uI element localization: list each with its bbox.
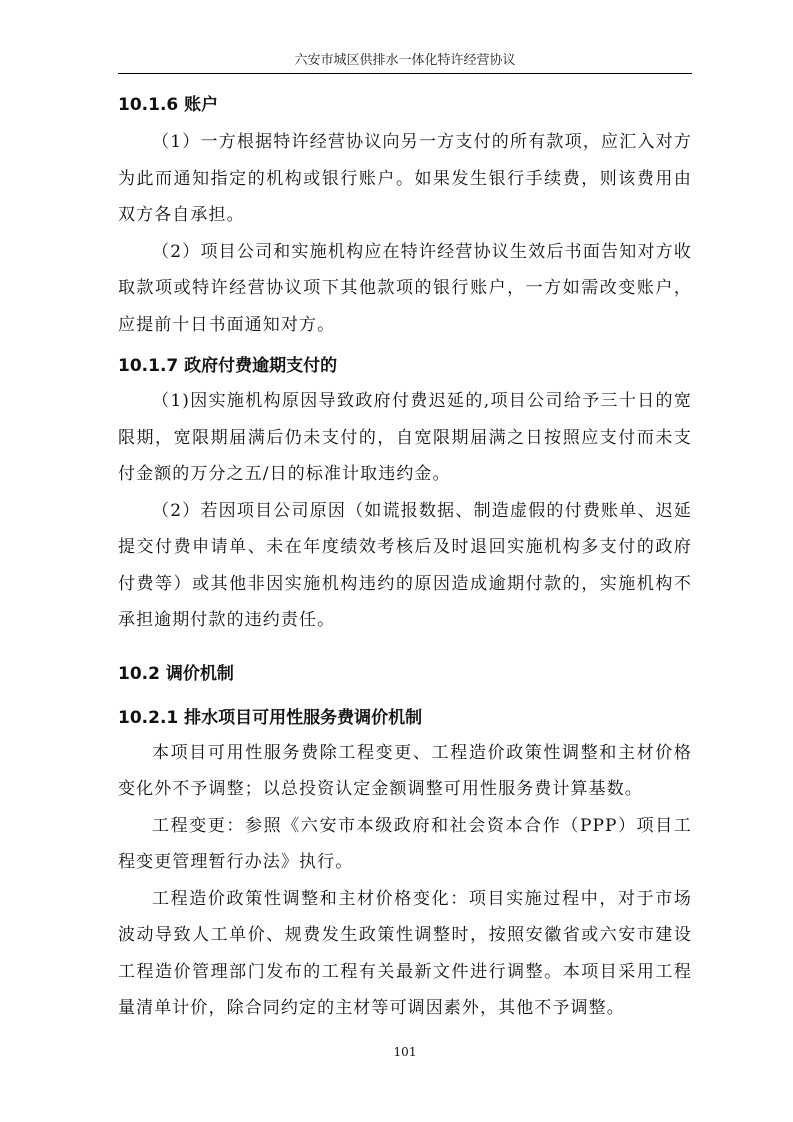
header-rule (118, 73, 692, 74)
paragraph-10-2-1-1: 本项目可用性服务费除工程变更、工程造价政策性调整和主材价格变化外不予调整；以总投资认定金额调整可用性服务费计算基数。 (118, 742, 692, 799)
paragraph-10-1-6-1: （1）一方根据特许经营协议向另一方支付的所有款项，应汇入对方为此而通知指定的机构或银行账户。如果发生银行手续费，则该费用由双方各自承担。 (118, 132, 692, 225)
document-body (118, 92, 692, 1027)
section-heading-10-1-7: 10.1.7 政府付费逾期支付的 (118, 356, 338, 376)
paragraph-10-1-7-1: （1)因实施机构原因导致政府付费迟延的,项目公司给予三十日的宽限期，宽限期届满后仍未支付的，自宽限期届满之日按照应支付而未支付金额的万分之五/日的标准计取违约金。 (118, 391, 692, 484)
paragraph-10-2-1-3: 工程造价政策性调整和主材价格变化：项目实施过程中，对于市场波动导致人工单价、规费发生政策性调整时，按照安徽省或六安市建设工程造价管理部门发布的工程有关最新文件进行调整。本项目采用工程量清单计价，除合同约定的主材等可调因素外，其他不予调整。 (118, 888, 692, 1018)
paragraph-10-2-1-2: 工程变更：参照《六安市本级政府和社会资本合作（PPP）项目工程变更管理暂行办法》执行。 (118, 815, 692, 872)
section-heading-10-2-1: 10.2.1 排水项目可用性服务费调价机制 (118, 707, 423, 728)
section-heading-10-2: 10.2 调价机制 (118, 663, 234, 684)
paragraph-10-1-6-2: （2）项目公司和实施机构应在特许经营协议生效后书面告知对方收取款项或特许经营协议项下其他款项的银行账户，一方如需改变账户，应提前十日书面通知对方。 (118, 241, 692, 335)
running-header: 六安市城区供排水一体化特许经营协议 (294, 53, 516, 68)
paragraph-10-1-7-2: （2）若因项目公司原因（如谎报数据、制造虚假的付费账单、迟延提交付费申请单、未在年度绩效考核后及时退回实施机构多支付的政府付费等）或其他非因实施机构违约的原因造成逾期付款的，实施机构不承担逾期付款的违约责任。 (118, 500, 692, 630)
page-number: 101 (393, 1045, 417, 1059)
section-heading-10-1-6: 10.1.6 账户 (118, 95, 219, 115)
